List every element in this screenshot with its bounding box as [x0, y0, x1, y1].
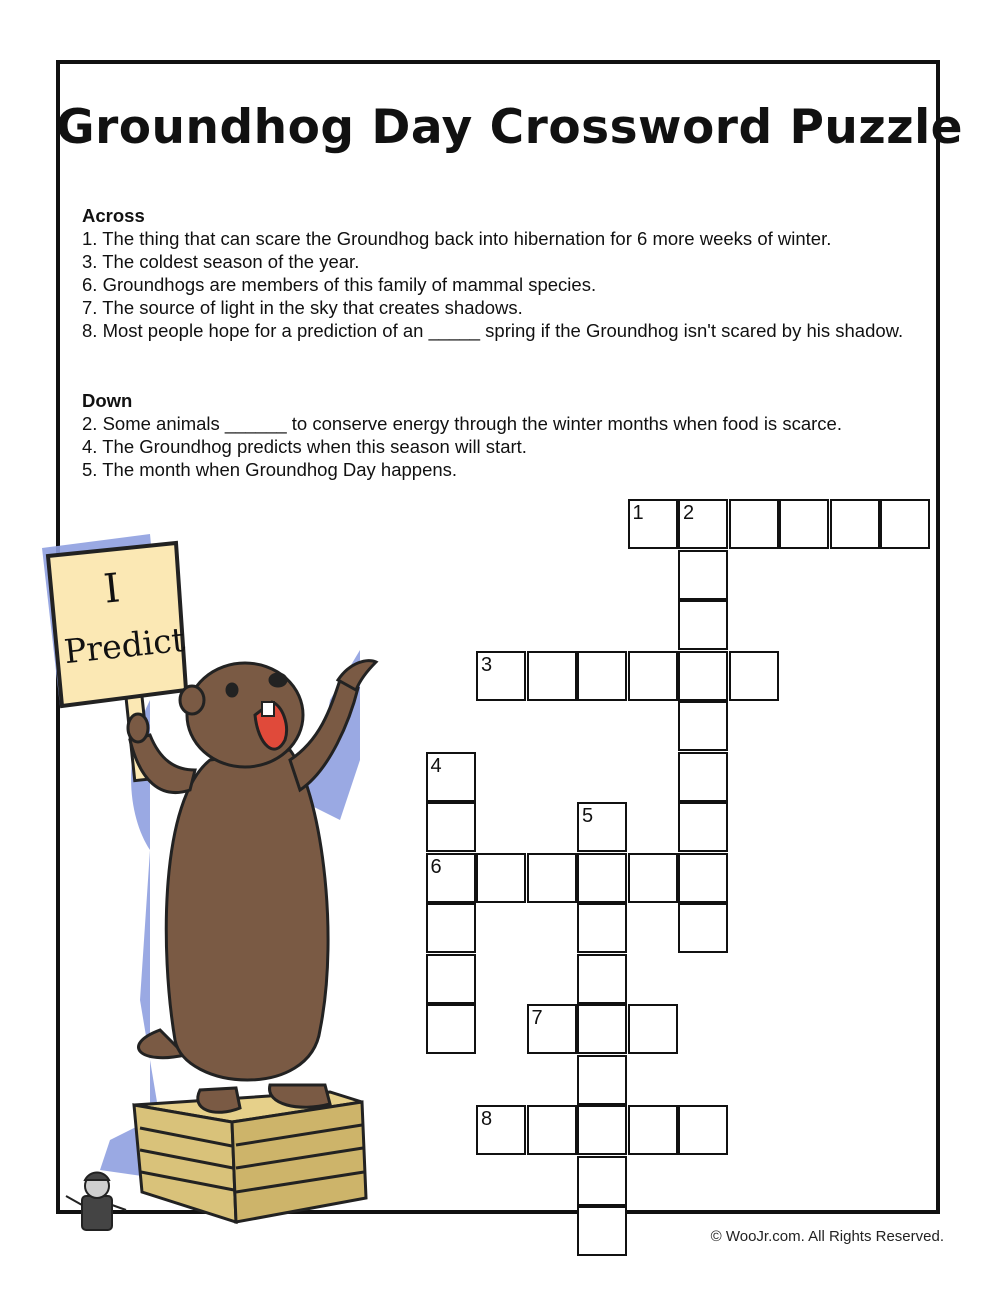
- grid-cell[interactable]: [628, 853, 678, 903]
- grid-cell[interactable]: [577, 1105, 627, 1155]
- grid-cell[interactable]: [426, 1004, 476, 1054]
- grid-cell[interactable]: [577, 1055, 627, 1105]
- clue-number: 6: [430, 855, 442, 878]
- clue-number: 1: [632, 502, 644, 524]
- across-clue-8: 8. Most people hope for a prediction of an _____ spring if the Groundhog isn't scared by his shadow.: [82, 320, 904, 341]
- grid-cell[interactable]: [678, 701, 728, 751]
- grid-cell[interactable]: [577, 802, 627, 852]
- grid-cell[interactable]: [628, 1004, 678, 1054]
- grid-cell[interactable]: [678, 651, 728, 701]
- grid-cell[interactable]: [426, 903, 476, 953]
- grid-cell[interactable]: [577, 1206, 627, 1256]
- grid-cell[interactable]: [527, 1004, 577, 1054]
- clue-number: 7: [531, 1007, 543, 1029]
- grid-cell[interactable]: [678, 853, 728, 903]
- groundhog: [128, 661, 376, 1113]
- grid-cell[interactable]: [678, 550, 728, 600]
- wooden-crate: [134, 1092, 366, 1222]
- grid-cell[interactable]: [426, 752, 476, 802]
- grid-cell[interactable]: [527, 651, 577, 701]
- cartoon-logo: [66, 1173, 126, 1231]
- across-clue-3: 3. The coldest season of the year.: [82, 251, 360, 272]
- down-clue-2: 2. Some animals ______ to conserve energy through the winter months when food is scarce.: [82, 413, 842, 434]
- down-clue-4: 4. The Groundhog predicts when this season will start.: [82, 436, 527, 457]
- clue-number: 8: [481, 1108, 493, 1130]
- sign-text-i: I: [101, 565, 123, 613]
- grid-cell[interactable]: [476, 853, 526, 903]
- across-clue-1: 1. The thing that can scare the Groundhog back into hibernation for 6 more weeks of winter.: [82, 228, 832, 249]
- grid-cell[interactable]: [830, 499, 880, 549]
- grid-cell[interactable]: [628, 499, 678, 549]
- grid-cell[interactable]: [729, 651, 779, 701]
- grid-cell[interactable]: [476, 651, 526, 701]
- grid-cell[interactable]: [678, 499, 728, 549]
- grid-cell[interactable]: [628, 1105, 678, 1155]
- grid-cell[interactable]: [577, 853, 627, 903]
- sign-text-predict: Predict: [62, 619, 187, 672]
- grid-cell[interactable]: [577, 903, 627, 953]
- across-heading: Across: [82, 205, 145, 226]
- across-clue-6: 6. Groundhogs are members of this family of mammal species.: [82, 274, 597, 295]
- grid-cell[interactable]: [678, 1105, 728, 1155]
- grid-cell[interactable]: [880, 499, 930, 549]
- across-clue-7: 7. The source of light in the sky that creates shadows.: [82, 297, 523, 318]
- clue-number: 4: [430, 754, 442, 777]
- grid-cell[interactable]: [426, 853, 476, 903]
- grid-cell[interactable]: [426, 802, 476, 852]
- grid-cell[interactable]: [527, 1105, 577, 1155]
- grid-cell[interactable]: [779, 499, 829, 549]
- grid-cell[interactable]: [426, 954, 476, 1004]
- grid-cell[interactable]: [678, 752, 728, 802]
- grid-cell[interactable]: [476, 1105, 526, 1155]
- grid-cell[interactable]: [678, 600, 728, 650]
- down-heading: Down: [82, 390, 133, 411]
- page-title: Groundhog Day Crossword Puzzle: [56, 100, 964, 155]
- grid-cell[interactable]: [577, 954, 627, 1004]
- clue-number: 5: [582, 805, 594, 827]
- grid-cell[interactable]: [678, 903, 728, 953]
- copyright-notice: © WooJr.com. All Rights Reserved.: [710, 1228, 944, 1245]
- down-clue-5: 5. The month when Groundhog Day happens.: [82, 459, 458, 480]
- grid-cell[interactable]: [527, 853, 577, 903]
- grid-cell[interactable]: [577, 1004, 627, 1054]
- clue-number: 2: [683, 502, 695, 524]
- grid-cell[interactable]: [577, 1156, 627, 1206]
- grid-cell[interactable]: [729, 499, 779, 549]
- clue-number: 3: [481, 653, 493, 676]
- grid-cell[interactable]: [628, 651, 678, 701]
- grid-cell[interactable]: [678, 802, 728, 852]
- grid-cell[interactable]: [577, 651, 627, 701]
